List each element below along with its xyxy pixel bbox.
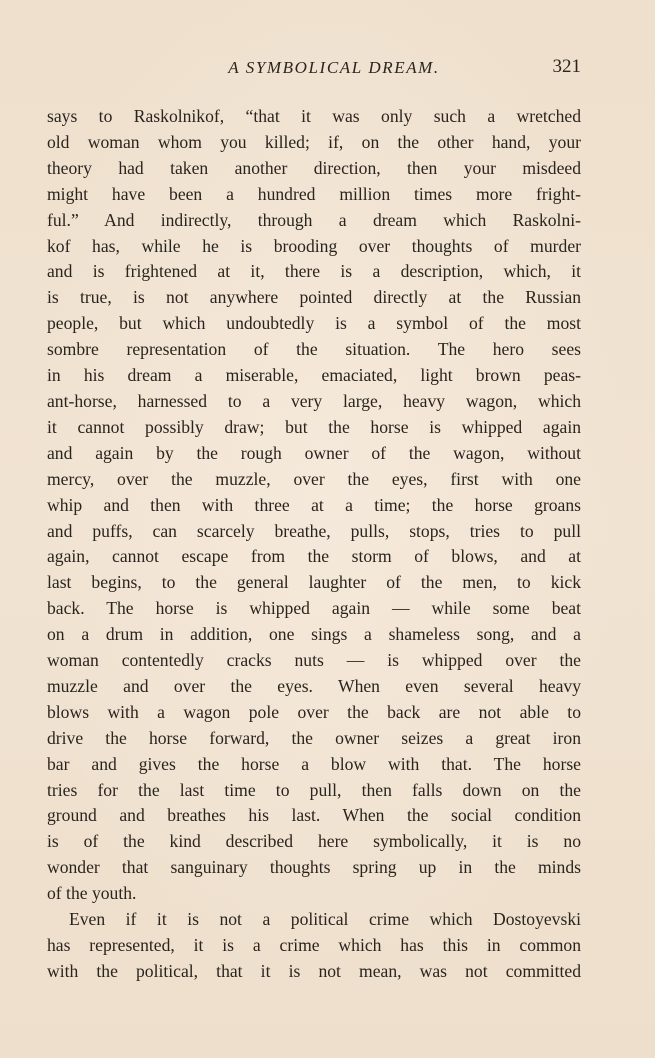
- text-line: it cannot possibly draw; but the horse is whipped again: [47, 416, 581, 437]
- text-line: tries for the last time to pull, then falls down on the: [47, 779, 581, 800]
- text-line: is of the kind described here symbolically, it is no: [47, 831, 581, 852]
- text-line: has represented, it is a crime which has this in common: [47, 935, 581, 955]
- text-line: mercy, over the muzzle, over the eyes, first with one: [47, 468, 581, 489]
- text-line: back. The horse is whipped again — while some beat: [47, 598, 581, 619]
- text-line: muzzle and over the eyes. When even several heavy: [47, 675, 581, 696]
- text-line: old woman whom you killed; if, on the other hand, your: [47, 131, 581, 152]
- text-line: in his dream a miserable, emaciated, light brown peas-: [47, 365, 581, 386]
- text-line: people, but which undoubtedly is a symbol of the most: [47, 313, 581, 334]
- running-head: A SYMBOLICAL DREAM.: [228, 58, 440, 77]
- text-line: with the political, that it is not mean, was not committed: [47, 960, 581, 981]
- text-line: ful.” And indirectly, through a dream which Raskolni-: [47, 209, 581, 230]
- paragraph-start-line: Even if it is not a political crime which Dostoyevski: [69, 909, 581, 930]
- text-line: blows with a wagon pole over the back are not able to: [47, 701, 581, 722]
- page-number: 321: [552, 56, 581, 77]
- text-line: again, cannot escape from the storm of blows, and at: [47, 546, 581, 567]
- text-line: ant-horse, harnessed to a very large, heavy wagon, which: [47, 390, 581, 411]
- text-line: might have been a hundred million times more fright-: [47, 183, 581, 204]
- text-line: says to Raskolnikof, “that it was only such a wretched: [47, 106, 581, 126]
- text-line: and again by the rough owner of the wagon, without: [47, 442, 581, 463]
- text-line: woman contentedly cracks nuts — is whipped over the: [47, 650, 581, 671]
- text-line: kof has, while he is brooding over thoughts of murder: [47, 235, 581, 256]
- page-header: [47, 58, 581, 82]
- text-line: whip and then with three at a time; the horse groans: [47, 494, 581, 515]
- text-line: theory had taken another direction, then your misdeed: [47, 157, 581, 178]
- text-line: bar and gives the horse a blow with that. The horse: [47, 753, 581, 774]
- body-text: [47, 104, 581, 985]
- text-line: wonder that sanguinary thoughts spring up in the minds: [47, 857, 581, 878]
- text-line: last begins, to the general laughter of the men, to kick: [47, 572, 581, 593]
- text-line: ground and breathes his last. When the social condition: [47, 805, 581, 826]
- text-line: drive the horse forward, the owner seizes a great iron: [47, 727, 581, 748]
- text-line: and puffs, can scarcely breathe, pulls, stops, tries to pull: [47, 520, 581, 541]
- paragraph-end-line: of the youth.: [47, 883, 137, 904]
- text-line: on a drum in addition, one sings a shameless song, and a: [47, 624, 581, 645]
- text-line: is true, is not anywhere pointed directly at the Russian: [47, 287, 581, 308]
- text-line: sombre representation of the situation. The hero sees: [47, 339, 581, 360]
- text-line: and is frightened at it, there is a description, which, it: [47, 261, 581, 282]
